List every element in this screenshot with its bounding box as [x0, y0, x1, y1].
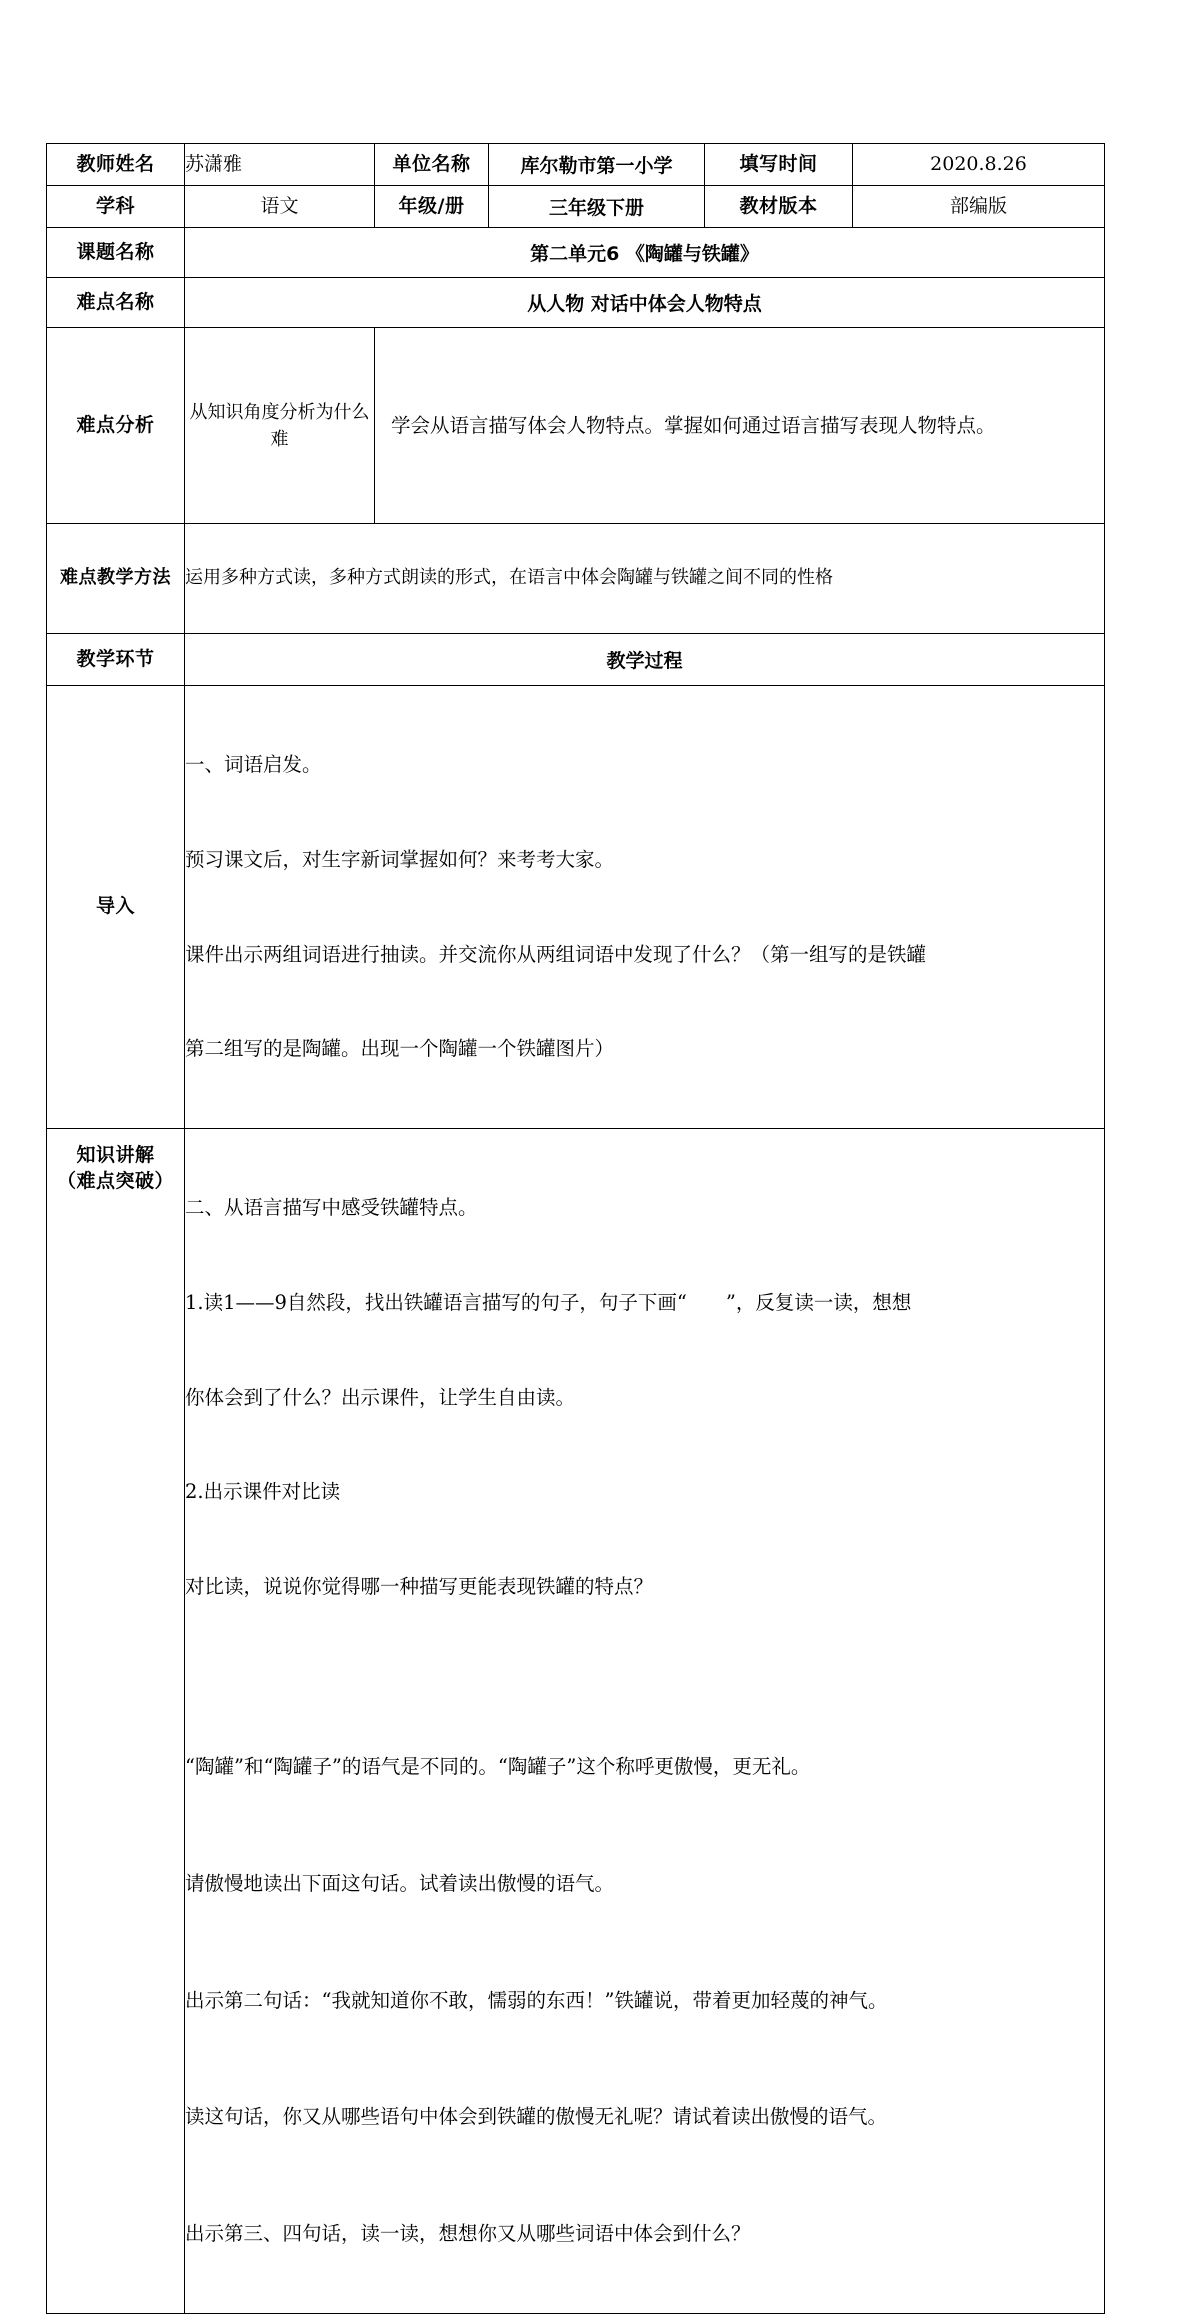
value-teaching-method: 运用多种方式读，多种方式朗读的形式，在语言中体会陶罐与铁罐之间不同的性格: [185, 524, 1105, 634]
explanation-paragraph-2: 请傲慢地读出下面这句话。试着读出傲慢的语气。: [185, 1871, 615, 1895]
value-fill-date: 2020.8.26: [853, 144, 1105, 186]
explanation-paragraph-4: 读这句话，你又从哪些语句中体会到铁罐的傲慢无礼呢？请试着读出傲慢的语气。: [185, 2105, 888, 2129]
value-teacher-name: 苏潇雅: [185, 144, 375, 186]
sublabel-why-difficult: 从知识角度分析为什么难: [185, 328, 375, 524]
label-textbook-edition: 教材版本: [705, 186, 853, 228]
label-teaching-method: 难点教学方法: [47, 524, 185, 634]
table-row-difficulty-analysis: [47, 328, 1105, 524]
value-difficulty-name: 从人物 对话中体会人物特点: [185, 278, 1105, 328]
label-teaching-process: 教学过程: [185, 634, 1105, 686]
label-grade-volume: 年级/册: [375, 186, 489, 228]
value-knowledge-explanation: [185, 1129, 1105, 2314]
intro-line-3: 课件出示两组词语进行抽读。并交流你从两组词语中发现了什么？（第一组写的是铁罐: [185, 942, 927, 966]
value-grade-volume: 三年级下册: [489, 186, 705, 228]
explanation-paragraph-3: 出示第二句话：“我就知道你不敢，懦弱的东西！”铁罐说，带着更加轻蔑的神气。: [185, 1988, 888, 2012]
table-row-teaching-method: [47, 524, 1105, 634]
label-unit-name: 单位名称: [375, 144, 489, 186]
label-knowledge-explanation-line2: （难点突破）: [56, 1169, 174, 1192]
label-knowledge-explanation: [47, 1129, 185, 2314]
paragraph-spacer: [185, 1666, 1104, 1688]
table-row-intro: [47, 686, 1105, 1129]
explanation-line-1: 二、从语言描写中感受铁罐特点。: [185, 1196, 478, 1220]
explanation-line-2: 1.读1——9自然段，找出铁罐语言描写的句子，句子下画“ ”，反复读一读，想想: [185, 1290, 912, 1314]
value-topic-name: 第二单元6 《陶罐与铁罐》: [185, 228, 1105, 278]
value-subject: 语文: [185, 186, 375, 228]
label-teacher-name: 教师姓名: [47, 144, 185, 186]
label-subject: 学科: [47, 186, 185, 228]
lesson-plan-table: [46, 143, 1105, 2314]
value-unit-name: 库尔勒市第一小学: [489, 144, 705, 186]
intro-line-1: 一、词语启发。: [185, 753, 322, 777]
explanation-paragraph-1: “陶罐”和“陶罐子”的语气是不同的。“陶罐子”这个称呼更傲慢，更无礼。: [185, 1755, 811, 1779]
table-row-subject-info: [47, 186, 1105, 228]
table-row-topic: [47, 228, 1105, 278]
label-intro: 导入: [47, 686, 185, 1129]
table-row-difficulty-name: [47, 278, 1105, 328]
explanation-line-5: 对比读，说说你觉得哪一种描写更能表现铁罐的特点？: [185, 1575, 654, 1599]
label-difficulty-name: 难点名称: [47, 278, 185, 328]
label-difficulty-analysis: 难点分析: [47, 328, 185, 524]
label-fill-date: 填写时间: [705, 144, 853, 186]
explanation-line-3: 你体会到了什么？出示课件，让学生自由读。: [185, 1385, 576, 1409]
table-row-process-header: [47, 634, 1105, 686]
explanation-paragraph-5: 出示第三、四句话，读一读，想想你又从哪些词语中体会到什么？: [185, 2222, 751, 2246]
label-knowledge-explanation-line1: 知识讲解: [76, 1144, 155, 1167]
table-row-teacher-info: [47, 144, 1105, 186]
value-intro: [185, 686, 1105, 1129]
label-topic-name: 课题名称: [47, 228, 185, 278]
label-teaching-stage: 教学环节: [47, 634, 185, 686]
intro-line-4: 第二组写的是陶罐。出现一个陶罐一个铁罐图片）: [185, 1037, 615, 1061]
value-difficulty-analysis: 学会从语言描写体会人物特点。掌握如何通过语言描写表现人物特点。: [375, 328, 1105, 524]
value-textbook-edition: 部编版: [853, 186, 1105, 228]
intro-line-2: 预习课文后，对生字新词掌握如何？来考考大家。: [185, 847, 615, 871]
explanation-line-4: 2.出示课件对比读: [185, 1480, 341, 1504]
table-row-explanation: [47, 1129, 1105, 2314]
